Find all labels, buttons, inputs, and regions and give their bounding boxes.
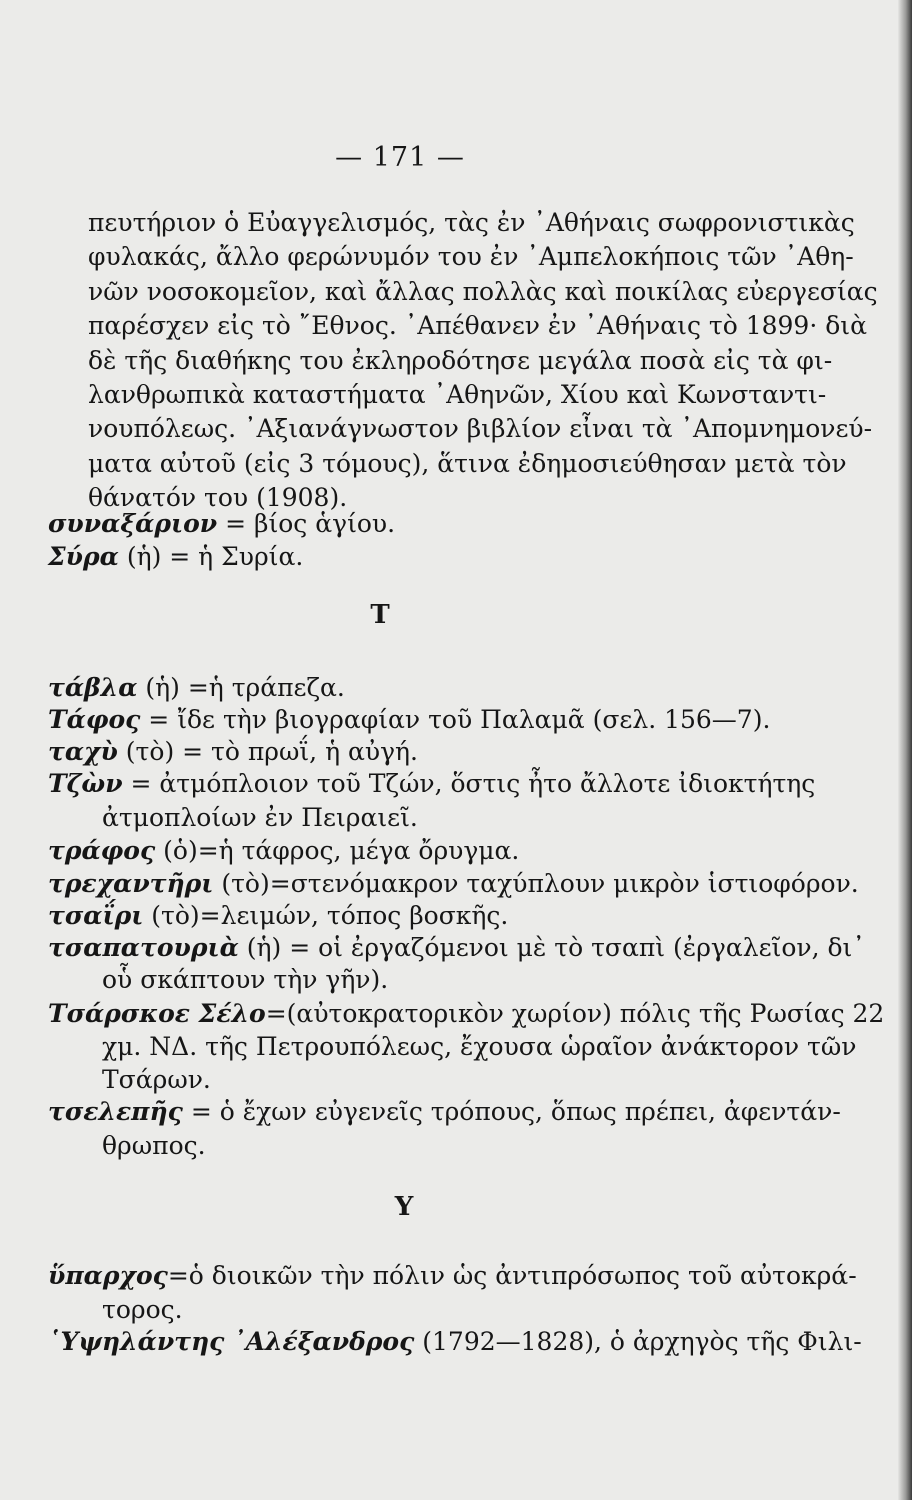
- entry-headword: ῾Υψηλάντης ᾽Αλέξανδρος: [48, 1327, 415, 1356]
- text-line: νουπόλεως. ᾽Αξιανάγνωστον βιβλίον εἶναι τὰ ᾽Απομνημονεύ-: [88, 414, 873, 444]
- text-line: παρέσχεν εἰς τὸ ῎Εθνος. ᾽Απέθανεν ἐν ᾽Αθήναις τὸ 1899· διὰ: [88, 311, 867, 341]
- entry-tavla: [48, 672, 788, 704]
- entry-definition: (ἡ) =ἡ τράπεζα.: [137, 673, 345, 702]
- text-line: λανθρωπικὰ καταστήματα ᾽Αθηνῶν, Χίου καὶ Κωνσταντι-: [88, 380, 827, 410]
- entry-definition: (1792—1828), ὁ ἀρχηγὸς τῆς Φιλι-: [414, 1327, 862, 1356]
- text-line: ματα αὐτοῦ (εἰς 3 τόμους), ἅτινα ἐδημοσιεύθησαν μετὰ τὸν: [88, 448, 847, 478]
- entry-definition: =ὁ διοικῶν τὴν πόλιν ὡς ἀντιπρόσωπος τοῦ αὐτοκρά-: [167, 1261, 857, 1290]
- entry-headword: συναξάριον: [48, 509, 218, 538]
- entry-headword: Τάφος: [48, 705, 141, 734]
- entry-definition: (ἡ) = οἱ ἐργαζόμενοι μὲ τὸ τσαπὶ (ἐργαλεῖον, δι᾽: [238, 933, 865, 962]
- text-line: πευτήριον ὁ Εὐαγγελισμός, τὰς ἐν ᾽Αθήναις σωφρονιστικὰς: [88, 208, 855, 237]
- page-number: — 171 —: [335, 142, 465, 173]
- entry-tzon: [48, 768, 816, 800]
- entry-tsarskoe-selo: [48, 998, 885, 1030]
- entry-headword: ταχὺ: [48, 737, 118, 766]
- entry-definition: (ὁ)=ἡ τάφρος, μέγα ὄρυγμα.: [155, 836, 520, 865]
- entry-headword: Σύρα: [48, 542, 119, 571]
- entry-syra: [48, 541, 788, 573]
- entry-definition: =(αὐτοκρατορικὸν χωρίον) πόλις τῆς Ρωσίας 22: [265, 999, 885, 1028]
- entry-definition: = ἴδε τὴν βιογραφίαν τοῦ Παλαμᾶ (σελ. 156—7).: [140, 705, 771, 734]
- entry-definition: (τὸ)=στενόμακρον ταχύπλουν μικρὸν ἱστιοφόρον.: [213, 869, 859, 898]
- entry-trafos: [48, 835, 788, 867]
- entry-definition: (τὸ)=λειμών, τόπος βοσκῆς.: [143, 901, 509, 930]
- entry-synaxarion: [48, 508, 788, 540]
- entry-headword: Τσάρσκοε Σέλο: [48, 999, 266, 1028]
- entry-trechantiri: [48, 868, 859, 900]
- entry-tafos: [48, 704, 788, 736]
- entry-continuation: θρωπος.: [102, 1131, 206, 1160]
- entry-headword: τάβλα: [48, 673, 138, 702]
- text-line: φυλακάς, ἄλλο φερώνυμόν του ἐν ᾽Αμπελοκήποις τῶν ᾽Αθη-: [88, 242, 854, 272]
- entry-ypsilantis: [48, 1326, 862, 1358]
- entry-taxy: [48, 736, 788, 768]
- entry-definition: (ἡ) = ἡ Συρία.: [118, 542, 304, 571]
- entry-continuation: χμ. ΝΔ. τῆς Πετρουπόλεως, ἔχουσα ὡραῖον ἀνάκτορον τῶν: [102, 1032, 857, 1061]
- entry-tsairi: [48, 900, 788, 932]
- entry-headword: τρεχαντῆρι: [48, 869, 214, 898]
- text-line: δὲ τῆς διαθήκης του ἐκληροδότησε μεγάλα ποσὰ εἰς τὰ φι-: [88, 345, 833, 375]
- entry-continuation: Τσάρων.: [102, 1065, 211, 1094]
- entry-continuation: ἀτμοπλοίων ἐν Πειραιεῖ.: [102, 803, 418, 832]
- entry-headword: τράφος: [48, 836, 156, 865]
- entry-headword: ὕπαρχος: [48, 1261, 168, 1290]
- entry-definition: = ὁ ἔχων εὐγενεῖς τρόπους, ὅπως πρέπει, ἀφεντάν-: [182, 1097, 841, 1126]
- entry-headword: τσαπατουριὰ: [48, 933, 239, 962]
- section-letter-y: Υ: [394, 1192, 414, 1222]
- text-line: θάνατόν του (1908).: [88, 483, 348, 513]
- entry-definition: = ἀτμόπλοιον τοῦ Τζών, ὅστις ἦτο ἄλλοτε ἰδιοκτήτης: [122, 769, 816, 798]
- entry-definition: (τὸ) = τὸ πρωΐ, ἡ αὐγή.: [117, 737, 418, 766]
- entry-tselepis: [48, 1096, 841, 1128]
- entry-continuation: τορος.: [102, 1295, 183, 1324]
- entry-definition: = βίος ἁγίου.: [217, 509, 396, 538]
- page-edge-shadow: [898, 0, 912, 1500]
- section-letter-t: Τ: [370, 600, 390, 630]
- intro-paragraph: [88, 206, 878, 516]
- text-line: νῶν νοσοκομεῖον, καὶ ἄλλας πολλὰς καὶ ποικίλας εὐεργεσίας: [88, 276, 878, 306]
- entry-headword: Τζὼν: [48, 769, 123, 798]
- entry-tsapatouria: [48, 932, 865, 964]
- entry-yparchos: [48, 1260, 857, 1292]
- entry-headword: τσελεπῆς: [48, 1097, 183, 1126]
- entry-continuation: οὗ σκάπτουν τὴν γῆν).: [102, 965, 389, 994]
- entry-headword: τσαΐρι: [48, 901, 144, 930]
